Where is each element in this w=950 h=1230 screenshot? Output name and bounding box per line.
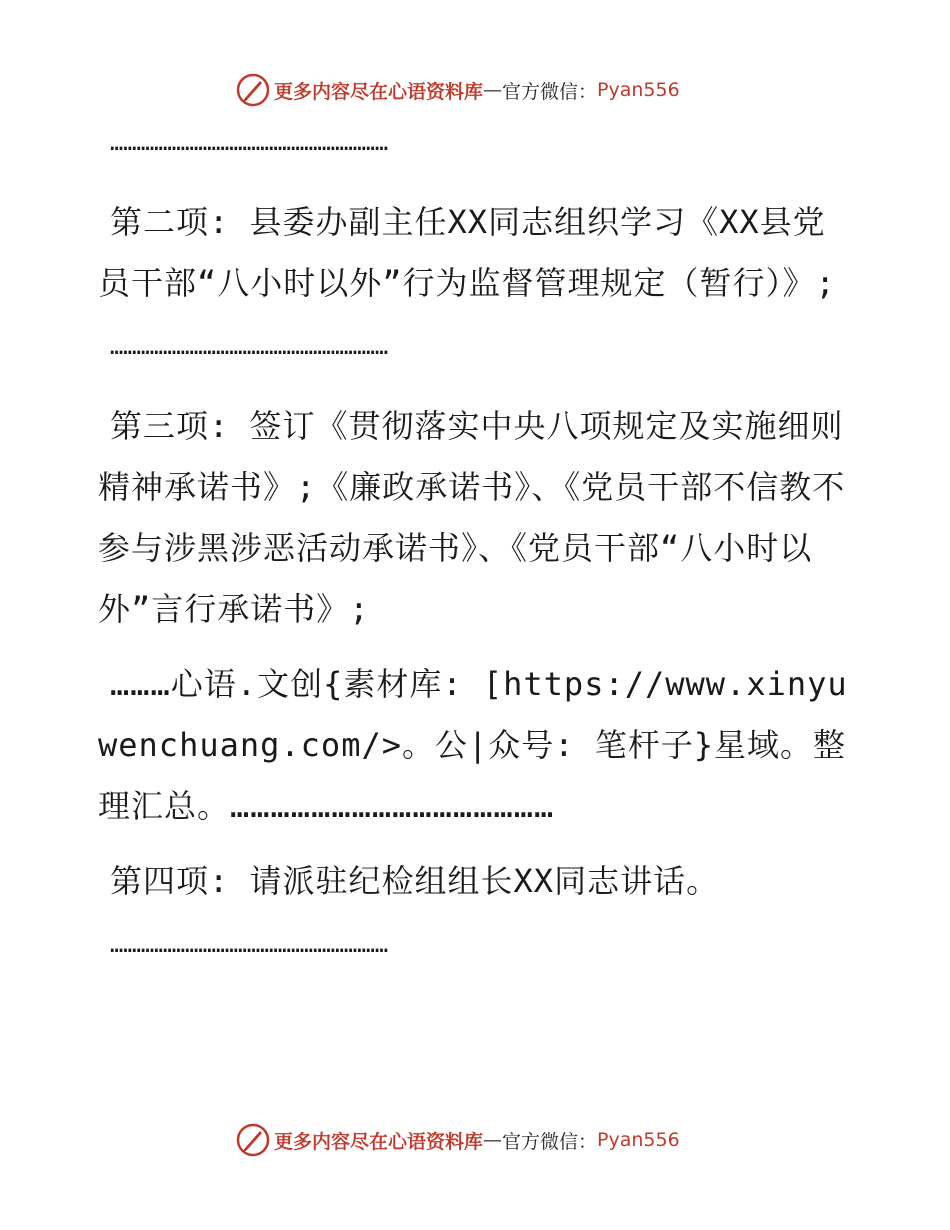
footer-banner-colon: ： bbox=[578, 1130, 598, 1153]
ellipsis-line-3: ……………………………………………………… bbox=[110, 933, 389, 958]
item-3-paragraph: 第三项: 签订《贯彻落实中央八项规定及实施细则精神承诺书》;《廉政承诺书》、《党员干部不信教不参与涉黑涉恶活动承诺书》、《党员干部“八小时以外”言行承诺书》; bbox=[98, 407, 846, 628]
ellipsis-line-1: ……………………………………………………… bbox=[110, 131, 389, 156]
footer-banner bbox=[236, 1120, 716, 1160]
document-body bbox=[98, 124, 858, 994]
item-2-paragraph: 第二项: 县委办副主任XX同志组织学习《XX县党员干部“八小时以外”行为监督管理规定（暂行）》; bbox=[98, 203, 836, 302]
quill-logo-icon bbox=[236, 1123, 270, 1157]
footer-banner-wechat-id: Pyan556 bbox=[597, 1129, 680, 1151]
footer-banner-wechat-label: 官方微信 bbox=[502, 1130, 579, 1153]
item-4-paragraph: 第四项: 请派驻纪检组组长XX同志讲话。 bbox=[110, 862, 720, 900]
banner-wechat-id: Pyan556 bbox=[597, 79, 680, 101]
ellipsis-line-2: ……………………………………………………… bbox=[110, 335, 389, 360]
banner-main-text: 更多内容尽在心语资料库 bbox=[274, 80, 484, 103]
quill-logo-icon bbox=[236, 73, 270, 107]
footer-banner-main-text: 更多内容尽在心语资料库 bbox=[274, 1130, 484, 1153]
header-banner bbox=[236, 70, 716, 110]
footer-banner-dash: — bbox=[483, 1129, 503, 1151]
banner-dash: — bbox=[483, 79, 503, 101]
source-note-paragraph: ………心语.文创{素材库: [https://www.xinyuwenchuang.com/>。公|众号: 笔杆子}星域。整理汇总。………………………………………… bbox=[98, 665, 848, 825]
banner-wechat-label: 官方微信 bbox=[502, 80, 579, 103]
banner-colon: ： bbox=[578, 80, 598, 103]
